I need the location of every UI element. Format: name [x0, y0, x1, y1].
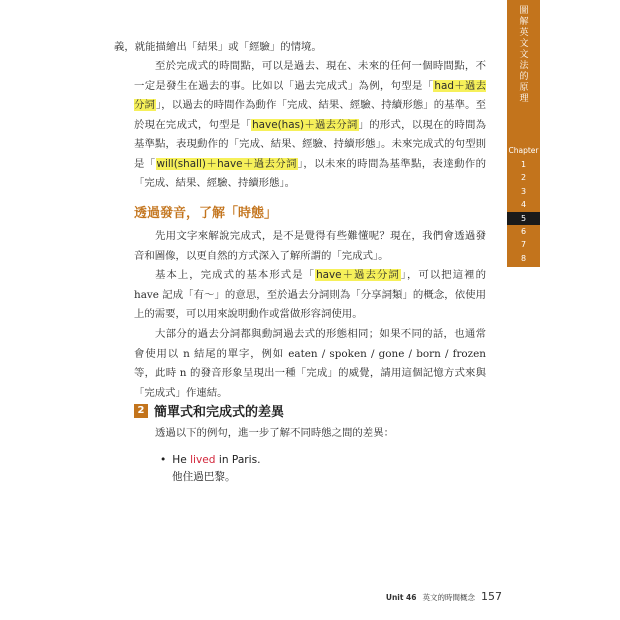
formula-past-perfect: had＋過去分詞	[134, 79, 486, 111]
paragraph-4-text-a: 基本上，完成式的基本形式是「	[155, 269, 316, 281]
chapter-tab[interactable]: 4	[520, 200, 527, 210]
example-translation: 他住過巴黎。	[172, 471, 236, 483]
subsection-number-badge: 2	[134, 404, 148, 418]
example-post: in Paris.	[215, 454, 261, 466]
sidebar-book-title: 圖解英文文法的原理	[519, 6, 529, 104]
chapter-sidebar	[507, 0, 540, 267]
footer-unit-title: 英文的時間概念	[422, 593, 475, 602]
paragraph-6: 透過以下的例句，進一步了解不同時態之間的差異：	[155, 427, 394, 439]
chapter-label: Chapter	[508, 146, 539, 155]
example-pre: He	[172, 454, 191, 466]
page-number: 157	[481, 590, 502, 603]
paragraph-4	[134, 266, 486, 325]
subsection-title-text: 簡單式和完成式的差異	[154, 405, 285, 420]
paragraph-2-text-b: 」，以過去的時間作為動作「完成、結果、經驗、持續形態」的基準。至於現在完成式，句型是「	[134, 99, 487, 131]
chapter-tab[interactable]: 6	[520, 226, 527, 236]
example-verb: lived	[190, 454, 216, 466]
chapter-tab[interactable]: 1	[520, 160, 527, 169]
paragraph-2-text-c: 」的形式，以現在的時間為基準點，表現動作的「完成、結果、經驗、持續形態」。未來完成式的句型則是「	[134, 118, 487, 170]
chapter-tab[interactable]: 3	[520, 186, 527, 196]
paragraph-2	[134, 57, 486, 194]
paragraph-1-text: 義，就能描繪出「結果」或「經驗」的情境。	[114, 41, 322, 53]
chapter-tab[interactable]: 2	[520, 173, 527, 183]
paragraph-2-text-a: 至於完成式的時間點，可以是過去、現在、未來的任何一個時間點，不一定是發生在過去的事。比如以「過去完成式」為例，句型是「	[134, 60, 486, 92]
bullet-icon: •	[160, 454, 167, 466]
paragraph-1	[114, 38, 486, 58]
formula-future-perfect: will(shall)＋have＋過去分詞	[156, 157, 297, 170]
formula-present-perfect: have(has)＋過去分詞	[252, 118, 358, 131]
page-footer	[386, 590, 502, 603]
footer-unit: Unit 46	[385, 593, 417, 602]
subsection-title	[134, 401, 284, 420]
section-title: 透過發音，了解「時態」	[134, 206, 278, 221]
paragraph-5: 大部分的過去分詞都與動詞過去式的形態相同；如果不同的話，也通常會使用以 n 結尾的單字，例如 eaten / spoken / gone / born / frozen 等，此時 n 的發音形象呈現出一種「完成」的威覺，請用這個記憶方式來與「完成式」作連結。	[134, 328, 486, 399]
paragraph-4-text-b: 」，可以把這裡的 have 記成「有～」的意思，至於過去分詞則為「分享詞類」的概念，依使用上的需要，可以用來說明動作或當做形容詞使用。	[134, 269, 486, 320]
chapter-tab[interactable]: 7	[520, 240, 527, 250]
example-sentence	[160, 452, 261, 486]
formula-perfect-basic: have＋過去分詞	[316, 269, 400, 281]
paragraph-2-text-d: 」，以未來的時間為基準點，表達動作的「完成、結果、經驗、持續形態」。	[134, 157, 486, 189]
chapter-tab-active[interactable]: 5	[507, 212, 540, 225]
paragraph-3: 先用文字來解說完成式，是不是覺得有些難懂呢？現在，我們會透過發音和圖像，以更自然的方式深入了解所謂的「完成式」。	[134, 230, 486, 262]
chapter-tab[interactable]: 8	[520, 253, 527, 263]
chapter-list	[507, 158, 540, 265]
